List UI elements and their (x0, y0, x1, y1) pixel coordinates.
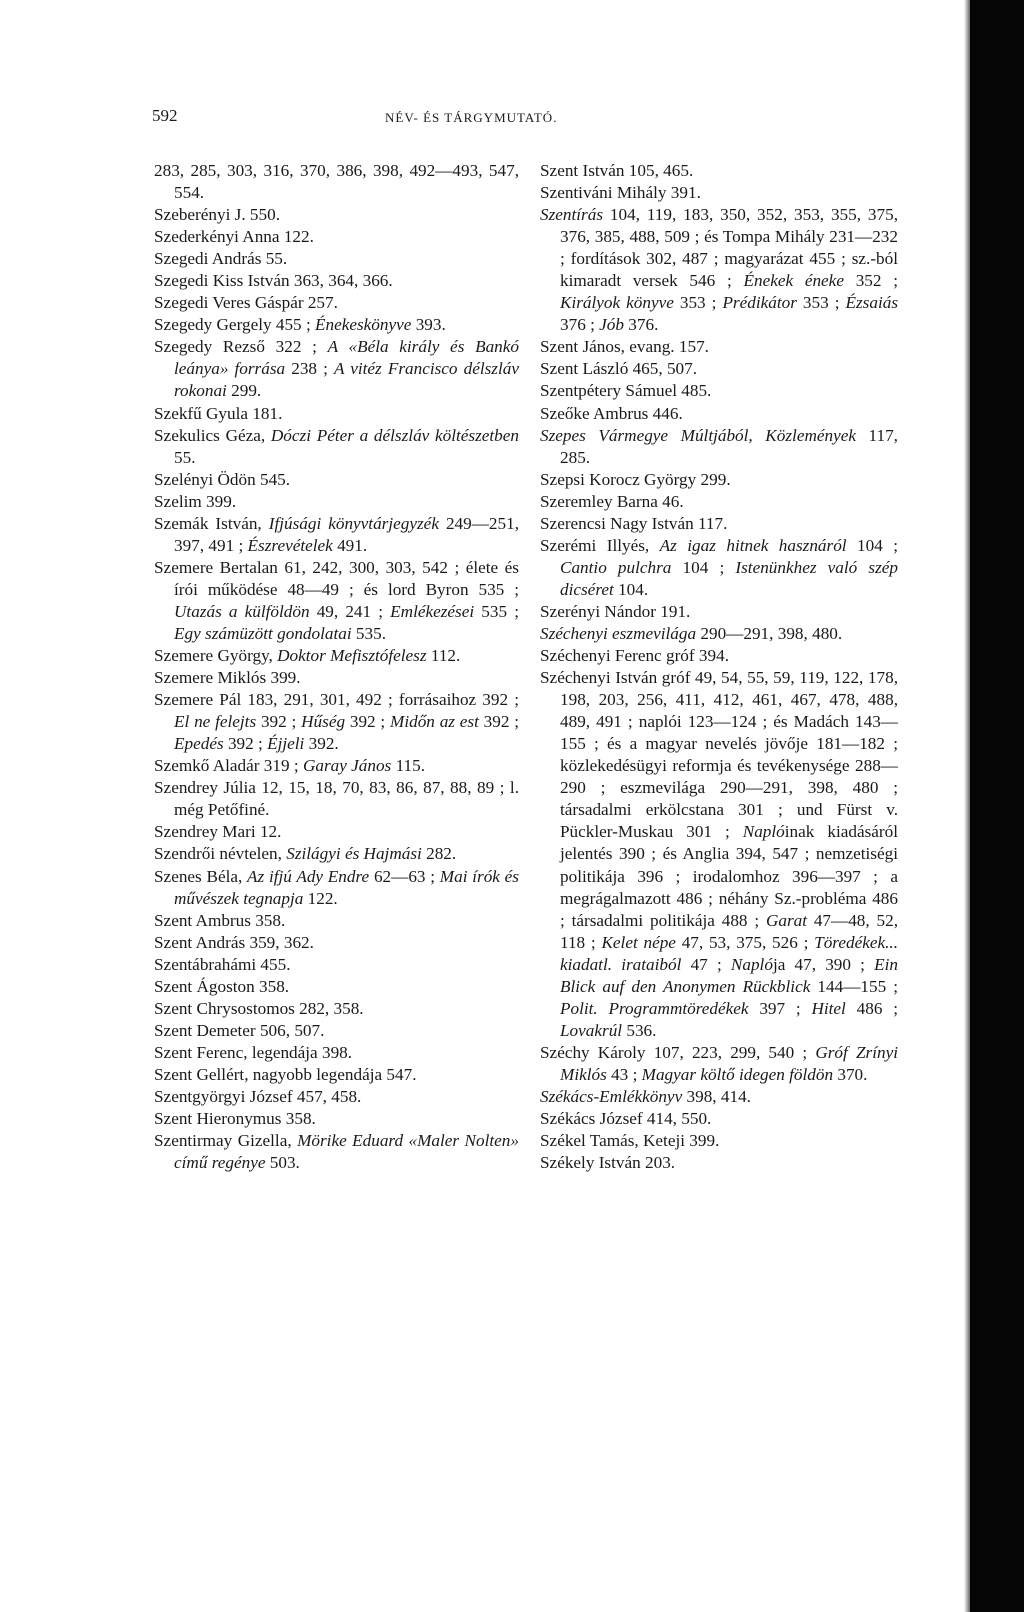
entry-title-italic: Szentírás (540, 205, 604, 225)
index-entry (154, 843, 519, 865)
entry-text: Szentpétery Sámuel 485. (540, 381, 712, 401)
entry-title-italic: A «Béla király és Bankó leánya» forrása (174, 337, 519, 379)
entry-text: 392 ; (478, 712, 520, 732)
entry-title-italic: Kelet népe (601, 932, 676, 952)
index-entry (540, 1152, 898, 1174)
entry-text: 283, 285, 303, 316, 370, 386, 398, 492—493, 547, 554. (154, 161, 519, 203)
index-entry (154, 910, 519, 932)
entry-text: 290—291, 398, 480. (696, 623, 843, 643)
entry-text: 47 ; (681, 954, 731, 974)
entry-text: 104. (613, 579, 649, 599)
index-entry (540, 336, 898, 358)
index-entry (540, 204, 898, 336)
entry-text: Szenes Béla, (154, 866, 248, 886)
index-entry (154, 1020, 519, 1042)
entry-title-italic: Királyok könyve (560, 293, 674, 313)
entry-title-italic: Epedés (174, 734, 224, 754)
entry-text: Szepsi Korocz György 299. (540, 469, 731, 489)
entry-text: 376. (623, 315, 659, 335)
entry-title-italic: Lovakrúl (560, 1020, 623, 1040)
entry-text: 535. (351, 623, 386, 643)
index-entry (540, 667, 898, 1042)
index-entry (154, 226, 519, 248)
page-number: 592 (152, 106, 178, 125)
entry-text: Szent István 105, 465. (540, 161, 694, 180)
entry-title-italic: Dóczi Péter a délszláv költészetben (270, 425, 519, 445)
entry-text: Szemák István, (154, 513, 269, 533)
entry-text: Szent András 359, 362. (154, 932, 314, 952)
entry-title-italic: Énekeskönyve (315, 315, 412, 335)
index-entry (154, 425, 519, 469)
entry-title-italic: El ne felejts (174, 712, 257, 732)
entry-text: Szelim 399. (154, 491, 237, 511)
entry-text: Szegedi Veres Gáspár 257. (154, 293, 338, 313)
running-title: NÉV- ÉS TÁRGYMUTATÓ. (385, 110, 558, 125)
index-entry (540, 403, 898, 425)
entry-title-italic: Emlékezései (390, 601, 475, 621)
entry-text: 353 ; (673, 293, 723, 313)
entry-text: Szent János, evang. 157. (540, 337, 709, 357)
index-entry (154, 557, 519, 645)
entry-title-italic: Napló (730, 954, 773, 974)
index-entry (540, 182, 898, 204)
entry-title-italic: Szilágyi és Hajmási (286, 844, 422, 864)
entry-text: Szent Gellért, nagyobb legendája 547. (154, 1064, 417, 1084)
entry-text: 535 ; (474, 601, 519, 621)
index-entry (154, 403, 519, 425)
entry-text: 376 ; (560, 315, 600, 335)
index-entry (154, 976, 519, 998)
entry-text: inak kiadásáról jelentés 390 ; és Anglia 394, 547 ; nemzetiségi politikája 396 ; irodalomhoz 396—397 ; a megrágalmazott 486 ; néhány Sz.-probléma 486 ; társadalmi politikája 488 ; (560, 822, 898, 930)
entry-text: 282. (421, 844, 457, 864)
entry-title-italic: Ifjúsági könyvtárjegyzék (268, 513, 439, 533)
entry-text: Szerényi Nándor 191. (540, 601, 691, 621)
index-entry (154, 645, 519, 667)
entry-text: 49, 241 ; (309, 601, 391, 621)
entry-text: 392. (304, 734, 339, 754)
entry-text: 393. (411, 315, 446, 335)
entry-text: 115. (391, 756, 426, 776)
entry-text: Szelényi Ödön 545. (154, 469, 291, 489)
index-entry (154, 491, 519, 513)
index-entry (154, 314, 519, 336)
index-entry (540, 491, 898, 513)
entry-title-italic: Napló (742, 822, 785, 842)
entry-text: Szemere Pál 183, 291, 301, 492 ; forrásaihoz 392 ; (154, 690, 519, 710)
index-entry (154, 1042, 519, 1064)
entry-text: Székely István 203. (540, 1153, 676, 1173)
index-entry (154, 777, 519, 821)
entry-title-italic: Észrevételek (247, 535, 333, 555)
entry-text: 47—48, 52, 118 ; (560, 910, 898, 952)
index-entry (540, 358, 898, 380)
entry-text: Szentiváni Mihály 391. (540, 183, 701, 203)
entry-text: Szentábrahámi 455. (154, 954, 291, 974)
entry-text: Szegedy Rezső 322 ; (154, 337, 328, 357)
entry-title-italic: Ézsaiás (845, 293, 899, 313)
index-entry (154, 336, 519, 402)
entry-text: 55. (174, 447, 196, 467)
entry-text: Szegedi András 55. (154, 249, 288, 269)
index-entry (540, 469, 898, 491)
entry-text: 117, 285. (560, 425, 898, 467)
index-entry (154, 1108, 519, 1130)
index-entry (154, 248, 519, 270)
entry-text: Szeremley Barna 46. (540, 491, 684, 511)
entry-title-italic: Istenünkhez való szép dicséret (560, 557, 898, 599)
index-entry (154, 469, 519, 491)
entry-text: 43 ; (606, 1064, 642, 1084)
index-entry (154, 821, 519, 843)
entry-text: 122. (303, 888, 338, 908)
index-entry (540, 535, 898, 601)
entry-text: Széchenyi Ferenc gróf 394. (540, 646, 729, 666)
entry-title-italic: Doktor Mefisztófelesz (277, 646, 427, 666)
entry-text: Szemkő Aladár 319 ; (154, 756, 303, 776)
entry-text: Széchenyi István gróf 49, 54, 55, 59, 119, 122, 178, 198, 203, 256, 411, 412, 461, 467, 478, 488, 489, 491 ; naplói 123—124 ; és Madách 143—155 ; és a magyar nevelés jövője 181—182 ; közlekedésügyi reformja és tevékenysége 288—290 ; eszmevilága 290—291, 398, 480 ; társadalmi erkölcstana 301 ; und Fürst v. Pückler-Muskau 301 ; (540, 668, 898, 842)
entry-text: Szentirmay Gizella, (154, 1131, 298, 1151)
entry-text: Szent László 465, 507. (540, 359, 698, 379)
entry-text: Szentgyörgyi József 457, 458. (154, 1086, 362, 1106)
entry-text: Szekfű Gyula 181. (154, 403, 283, 423)
entry-text: 392 ; (223, 734, 268, 754)
entry-title-italic: Prédikátor (722, 293, 797, 313)
entry-text: Szent Demeter 506, 507. (154, 1020, 325, 1040)
entry-text: Szendrői névtelen, (154, 844, 287, 864)
index-entry (540, 623, 898, 645)
index-entry (540, 645, 898, 667)
entry-text: Szent Ágoston 358. (154, 976, 290, 996)
index-entry (154, 1130, 519, 1174)
entry-title-italic: Az ifjú Ady Endre (247, 866, 370, 886)
entry-text: Szemere Miklós 399. (154, 668, 301, 688)
index-column-right (540, 160, 898, 1174)
entry-text: 503. (265, 1153, 300, 1173)
index-entry (154, 160, 519, 204)
index-entry (540, 160, 898, 182)
entry-text: Székács József 414, 550. (540, 1109, 712, 1129)
index-entry (154, 689, 519, 755)
entry-text: Szendrey Júlia 12, 15, 18, 70, 83, 86, 87, 88, 89 ; l. még Petőfiné. (154, 778, 519, 820)
index-entry (154, 954, 519, 976)
entry-title-italic: Garay János (302, 756, 392, 776)
entry-title-italic: Jób (599, 315, 624, 335)
index-entry (154, 270, 519, 292)
entry-text: Szendrey Mari 12. (154, 822, 282, 842)
entry-title-italic: Gróf Zrínyi Miklós (560, 1042, 898, 1084)
entry-text: 299. (226, 381, 262, 401)
entry-text: Szent Hieronymus 358. (154, 1109, 316, 1129)
entry-text: Szeőke Ambrus 446. (540, 403, 683, 423)
entry-text: 352 ; (843, 271, 898, 291)
entry-text: 104 ; (846, 535, 899, 555)
entry-text: 112. (426, 646, 461, 666)
index-entry (540, 1086, 898, 1108)
index-entry (540, 1042, 898, 1086)
entry-title-italic: Magyar költő idegen földön (641, 1064, 834, 1084)
entry-text: Szegedi Kiss István 363, 364, 366. (154, 271, 393, 291)
index-entry (154, 513, 519, 557)
index-entry (540, 380, 898, 402)
entry-title-italic: Hűség (301, 712, 346, 732)
index-entry (540, 1108, 898, 1130)
entry-text: Szerémi Illyés, (540, 535, 660, 555)
entry-title-italic: Polit. Programmtöredékek (560, 998, 749, 1018)
index-entry (154, 755, 519, 777)
index-entry (540, 513, 898, 535)
entry-text: 104, 119, 183, 350, 352, 353, 355, 375, 376, 385, 488, 509 ; és Tompa Mihály 231—232 ; fordítások 302, 487 ; magyarázat 455 ; sz.-ból kimaradt versek 546 ; (560, 205, 898, 291)
entry-text: Szemere Bertalan 61, 242, 300, 303, 542 ; élete és írói működése 48—49 ; és lord Byron 535 ; (154, 557, 519, 599)
entry-text: 238 ; (285, 359, 334, 379)
index-entry (154, 1086, 519, 1108)
entry-text: Szemere György, (154, 646, 278, 666)
index-entry (154, 1064, 519, 1086)
entry-text: 47, 53, 375, 526 ; (675, 932, 815, 952)
entry-text: Szeberényi J. 550. (154, 205, 281, 225)
entry-title-italic: Töredékek... kiadatl. irataiból (560, 932, 898, 974)
index-column-left (154, 160, 519, 1174)
index-entry (154, 292, 519, 314)
entry-text: 486 ; (845, 998, 898, 1018)
entry-text: ja 47, 390 ; (772, 954, 875, 974)
entry-title-italic: Garat (765, 910, 808, 930)
index-entry (540, 1130, 898, 1152)
entry-text: Szekulics Géza, (154, 425, 271, 445)
entry-title-italic: Mai írók és művészek tegnapja (174, 866, 519, 908)
entry-title-italic: Szepes Vármegye Múltjából, Közlemények (540, 425, 856, 445)
entry-title-italic: Széchenyi eszmevilága (540, 623, 697, 643)
entry-title-italic: A vitéz Francisco délszláv rokonai (174, 359, 519, 401)
entry-text: Szent Chrysostomos 282, 358. (154, 998, 364, 1018)
entry-text: Szent Ambrus 358. (154, 910, 286, 930)
entry-title-italic: Egy számüzött gondolatai (174, 623, 352, 643)
entry-text: 62—63 ; (369, 866, 440, 886)
index-entry (540, 601, 898, 623)
entry-text: Szegedy Gergely 455 ; (154, 315, 316, 335)
entry-title-italic: Ein Blick auf den Anonymen Rückblick (560, 954, 898, 996)
entry-title-italic: Utazás a külföldön (174, 601, 310, 621)
entry-text: 392 ; (345, 712, 391, 732)
index-entry (154, 866, 519, 910)
entry-text: Széchy Károly 107, 223, 299, 540 ; (540, 1042, 816, 1062)
entry-text: 370. (833, 1064, 868, 1084)
index-entry (154, 932, 519, 954)
entry-text: 398, 414. (682, 1086, 751, 1106)
index-entry (154, 204, 519, 226)
entry-text: 104 ; (671, 557, 736, 577)
entry-text: Székel Tamás, Keteji 399. (540, 1131, 720, 1151)
entry-title-italic: Mörike Eduard «Maler Nolten» című regénye (174, 1131, 519, 1173)
entry-text: 397 ; (748, 998, 812, 1018)
entry-title-italic: Cantio pulchra (560, 557, 672, 577)
entry-text: Szerencsi Nagy István 117. (540, 513, 728, 533)
entry-title-italic: Székács-Emlékkönyv (540, 1086, 683, 1106)
entry-title-italic: Hitel (811, 998, 846, 1018)
entry-title-italic: Énekek éneke (743, 271, 844, 291)
entry-text: 353 ; (796, 293, 846, 313)
entry-title-italic: Midőn az est (390, 712, 479, 732)
index-entry (154, 667, 519, 689)
entry-title-italic: Éjjeli (267, 734, 305, 754)
entry-text: Szederkényi Anna 122. (154, 227, 314, 247)
entry-text: 249—251, 397, 491 ; (174, 513, 519, 555)
entry-text: 536. (622, 1020, 657, 1040)
index-entry (154, 998, 519, 1020)
entry-text: 144—155 ; (810, 976, 898, 996)
entry-text: 392 ; (256, 712, 302, 732)
entry-title-italic: Az igaz hitnek hasznáról (659, 535, 847, 555)
scan-edge-shadow (970, 0, 1024, 1612)
entry-text: 491. (332, 535, 368, 555)
entry-text: Szent Ferenc, legendája 398. (154, 1042, 353, 1062)
index-entry (540, 425, 898, 469)
